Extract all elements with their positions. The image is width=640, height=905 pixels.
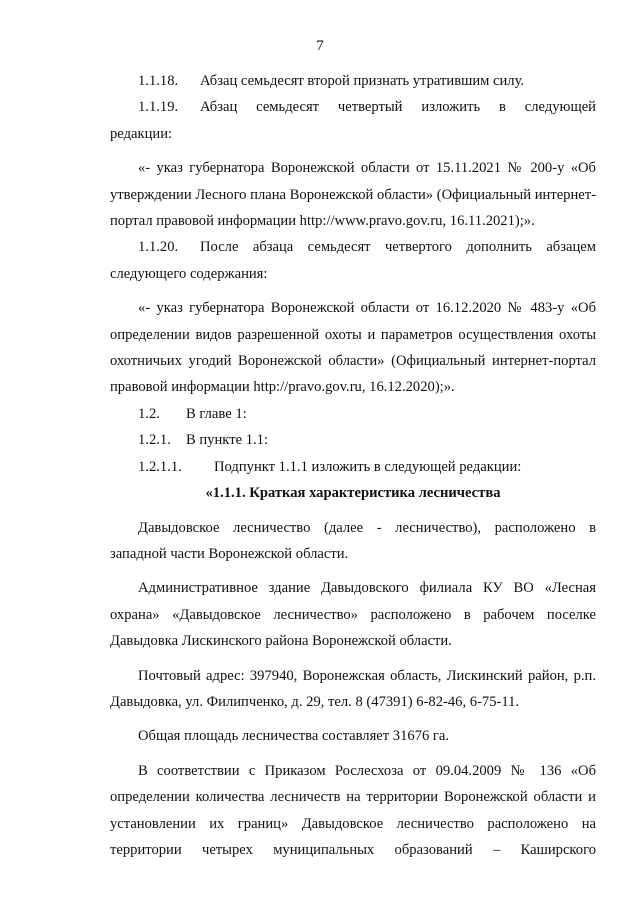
paragraph-total-area: Общая площадь лесничества составляет 31676 га. <box>138 728 450 745</box>
clause-text-continuation: следующего содержания: <box>110 265 268 282</box>
clause-1-2 <box>110 401 596 427</box>
clause-text: Абзац семьдесят второй признать утратившим силу. <box>200 73 525 89</box>
page-number: 7 <box>316 38 324 54</box>
paragraph-decree-483: «- указ губернатора Воронежской области от 16.12.2020 № 483-у «Об определении видов разрешенной охоты и параметров осуществления охоты охотничьих угодий Воронежской области» (Официальный интернет-портал правовой информации http://pravo.gov.ru, 16.12.2020);». <box>110 300 596 396</box>
clause-text: После абзаца семьдесят четвертого дополнить абзацем <box>200 239 596 256</box>
clause-number: 1.2.1. <box>138 432 171 449</box>
clause-1-1-20 <box>110 234 596 260</box>
clause-number: 1.1.20. <box>138 239 179 256</box>
paragraph-postal-address: Почтовый адрес: 397940, Воронежская область, Лискинский район, р.п. Давыдовка, ул. Филипченко, д. 29, тел. 8 (47391) 6-82-46, 6-75-11. <box>110 667 596 710</box>
clause-text: Подпункт 1.1.1 изложить в следующей редакции: <box>214 458 522 475</box>
clause-text: Абзац семьдесят четвертый изложить в следующей <box>200 99 596 116</box>
paragraph-decree-200: «- указ губернатора Воронежской области от 15.11.2021 № 200-у «Об утверждении Лесного плана Воронежской области» (Официальный интернет-портал правовой информации http://www.pravo.gov.ru, 16.11.2021);». <box>110 160 596 230</box>
clause-1-2-1 <box>110 427 596 453</box>
clause-1-1-19 <box>110 94 596 120</box>
clause-number: 1.1.18. <box>138 73 179 89</box>
clause-1-1-18 <box>110 68 596 94</box>
clause-number: 1.1.19. <box>138 99 179 116</box>
paragraph-rosleskhoz-order: В соответствии с Приказом Рослесхоза от 09.04.2009 № 136 «Об определении количества лесничеств на территории Воронежской области и установлении их границ» Давыдовское лесничество расположено на территории четырех муниципальных образований – Каширского <box>110 762 596 858</box>
document-body <box>110 68 596 863</box>
clause-number: 1.2. <box>138 405 160 422</box>
section-heading: «1.1.1. Краткая характеристика лесничества <box>205 485 501 502</box>
clause-text: В пункте 1.1: <box>186 432 268 449</box>
paragraph-admin-building: Административное здание Давыдовского филиала КУ ВО «Лесная охрана» «Давыдовское лесничество» расположено в рабочем поселке Давыдовка Лискинского района Воронежской области. <box>110 580 596 650</box>
paragraph-location: Давыдовское лесничество (далее - лесничество), расположено в западной части Воронежской области. <box>110 519 596 562</box>
clause-1-2-1-1 <box>110 454 596 480</box>
clause-number: 1.2.1.1. <box>138 458 182 475</box>
clause-text-continuation: редакции: <box>110 125 173 142</box>
clause-text: В главе 1: <box>186 405 247 422</box>
